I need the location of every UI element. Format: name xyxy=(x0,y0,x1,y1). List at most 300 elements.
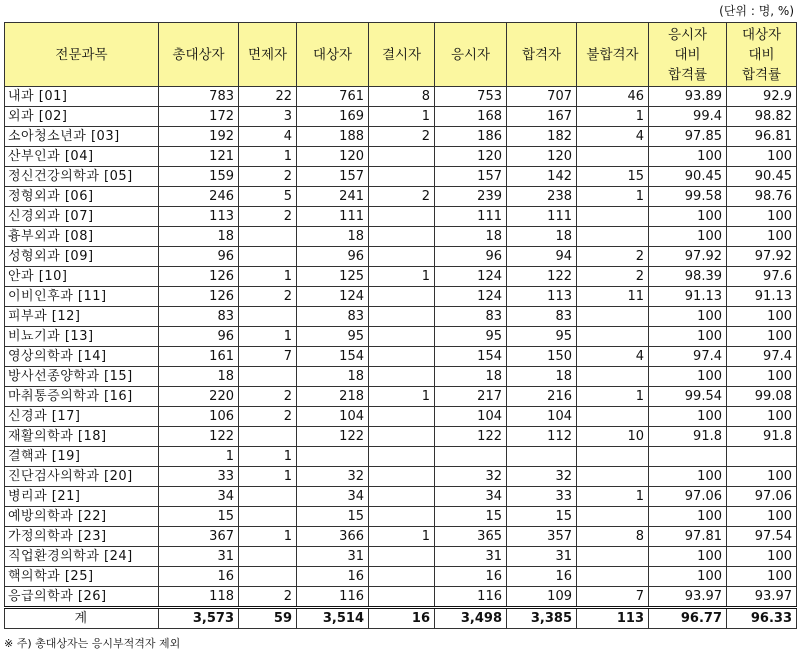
value-cell: 100 xyxy=(727,307,797,327)
value-cell: 182 xyxy=(507,127,577,147)
value-cell: 91.13 xyxy=(649,287,727,307)
value-cell: 188 xyxy=(297,127,369,147)
value-cell: 93.89 xyxy=(649,87,727,107)
value-cell: 126 xyxy=(159,267,239,287)
value-cell: 2 xyxy=(577,267,649,287)
value-cell: 97.4 xyxy=(649,347,727,367)
specialty-name-cell: 산부인과 [04] xyxy=(5,147,159,167)
table-row xyxy=(5,587,797,608)
column-header: 응시자 xyxy=(435,23,507,87)
total-label-cell: 계 xyxy=(5,608,159,629)
value-cell xyxy=(577,207,649,227)
table-row xyxy=(5,127,797,147)
value-cell xyxy=(369,567,435,587)
value-cell: 97.54 xyxy=(727,527,797,547)
column-header: 대상자 xyxy=(297,23,369,87)
column-header: 응시자 대비 합격률 xyxy=(649,23,727,87)
value-cell xyxy=(577,467,649,487)
value-cell: 154 xyxy=(297,347,369,367)
specialty-name-cell: 영상의학과 [14] xyxy=(5,347,159,367)
value-cell: 126 xyxy=(159,287,239,307)
table-row xyxy=(5,207,797,227)
value-cell: 7 xyxy=(577,587,649,608)
value-cell: 18 xyxy=(435,367,507,387)
value-cell: 95 xyxy=(297,327,369,347)
value-cell: 753 xyxy=(435,87,507,107)
value-cell: 357 xyxy=(507,527,577,547)
value-cell: 124 xyxy=(297,287,369,307)
value-cell xyxy=(239,307,297,327)
value-cell xyxy=(239,487,297,507)
specialty-name-cell: 흉부외과 [08] xyxy=(5,227,159,247)
value-cell: 100 xyxy=(727,147,797,167)
value-cell: 97.85 xyxy=(649,127,727,147)
value-cell: 18 xyxy=(507,227,577,247)
value-cell: 100 xyxy=(727,227,797,247)
value-cell: 99.58 xyxy=(649,187,727,207)
value-cell: 7 xyxy=(239,347,297,367)
value-cell: 120 xyxy=(297,147,369,167)
value-cell xyxy=(577,507,649,527)
value-cell: 100 xyxy=(649,367,727,387)
value-cell: 31 xyxy=(297,547,369,567)
value-cell: 97.4 xyxy=(727,347,797,367)
table-row xyxy=(5,387,797,407)
value-cell: 31 xyxy=(507,547,577,567)
column-header: 불합격자 xyxy=(577,23,649,87)
value-cell xyxy=(369,447,435,467)
column-header: 합격자 xyxy=(507,23,577,87)
value-cell: 1 xyxy=(369,527,435,547)
value-cell: 8 xyxy=(577,527,649,547)
value-cell: 1 xyxy=(369,107,435,127)
value-cell xyxy=(577,407,649,427)
column-header: 총대상자 xyxy=(159,23,239,87)
value-cell xyxy=(369,147,435,167)
value-cell: 90.45 xyxy=(727,167,797,187)
table-body xyxy=(5,87,797,629)
value-cell: 100 xyxy=(649,467,727,487)
specialty-name-cell: 정신건강의학과 [05] xyxy=(5,167,159,187)
value-cell: 192 xyxy=(159,127,239,147)
value-cell: 46 xyxy=(577,87,649,107)
specialty-name-cell: 결핵과 [19] xyxy=(5,447,159,467)
table-row xyxy=(5,307,797,327)
value-cell: 15 xyxy=(577,167,649,187)
value-cell xyxy=(369,467,435,487)
total-value-cell: 113 xyxy=(577,608,649,629)
value-cell xyxy=(369,167,435,187)
table-row xyxy=(5,487,797,507)
table-row xyxy=(5,447,797,467)
value-cell xyxy=(369,307,435,327)
total-value-cell: 16 xyxy=(369,608,435,629)
value-cell: 99.4 xyxy=(649,107,727,127)
table-row xyxy=(5,467,797,487)
value-cell: 1 xyxy=(577,187,649,207)
value-cell: 116 xyxy=(297,587,369,608)
specialty-name-cell: 응급의학과 [26] xyxy=(5,587,159,608)
value-cell: 96 xyxy=(435,247,507,267)
value-cell: 96 xyxy=(159,327,239,347)
value-cell: 100 xyxy=(727,567,797,587)
table-row xyxy=(5,247,797,267)
value-cell: 122 xyxy=(507,267,577,287)
value-cell: 31 xyxy=(159,547,239,567)
header-row xyxy=(5,23,797,87)
specialty-name-cell: 외과 [02] xyxy=(5,107,159,127)
value-cell: 120 xyxy=(435,147,507,167)
table-row xyxy=(5,347,797,367)
value-cell: 93.97 xyxy=(649,587,727,608)
value-cell: 18 xyxy=(159,227,239,247)
value-cell: 150 xyxy=(507,347,577,367)
value-cell: 125 xyxy=(297,267,369,287)
value-cell: 90.45 xyxy=(649,167,727,187)
value-cell: 2 xyxy=(239,587,297,608)
value-cell: 96 xyxy=(159,247,239,267)
total-value-cell: 96.33 xyxy=(727,608,797,629)
specialty-name-cell: 안과 [10] xyxy=(5,267,159,287)
value-cell xyxy=(649,447,727,467)
value-cell: 8 xyxy=(369,87,435,107)
value-cell: 159 xyxy=(159,167,239,187)
value-cell: 31 xyxy=(435,547,507,567)
column-header: 면제자 xyxy=(239,23,297,87)
column-header: 결시자 xyxy=(369,23,435,87)
value-cell: 1 xyxy=(239,527,297,547)
value-cell: 246 xyxy=(159,187,239,207)
column-header: 전문과목 xyxy=(5,23,159,87)
value-cell: 18 xyxy=(507,367,577,387)
value-cell xyxy=(577,227,649,247)
value-cell: 1 xyxy=(239,327,297,347)
value-cell: 124 xyxy=(435,267,507,287)
value-cell: 91.8 xyxy=(727,427,797,447)
value-cell xyxy=(239,367,297,387)
value-cell: 1 xyxy=(239,267,297,287)
value-cell: 97.92 xyxy=(727,247,797,267)
value-cell: 34 xyxy=(159,487,239,507)
value-cell: 100 xyxy=(649,147,727,167)
value-cell: 97.06 xyxy=(727,487,797,507)
value-cell: 111 xyxy=(297,207,369,227)
value-cell: 100 xyxy=(727,207,797,227)
value-cell: 241 xyxy=(297,187,369,207)
value-cell: 97.6 xyxy=(727,267,797,287)
specialty-name-cell: 이비인후과 [11] xyxy=(5,287,159,307)
value-cell: 167 xyxy=(507,107,577,127)
total-value-cell: 59 xyxy=(239,608,297,629)
value-cell: 97.81 xyxy=(649,527,727,547)
column-header: 대상자 대비 합격률 xyxy=(727,23,797,87)
value-cell: 1 xyxy=(239,467,297,487)
value-cell: 169 xyxy=(297,107,369,127)
value-cell: 16 xyxy=(507,567,577,587)
value-cell: 366 xyxy=(297,527,369,547)
value-cell xyxy=(369,227,435,247)
value-cell: 32 xyxy=(507,467,577,487)
specialty-name-cell: 마취통증의학과 [16] xyxy=(5,387,159,407)
value-cell: 1 xyxy=(369,387,435,407)
value-cell xyxy=(239,247,297,267)
value-cell: 18 xyxy=(297,367,369,387)
table-row xyxy=(5,427,797,447)
specialty-name-cell: 방사선종양학과 [15] xyxy=(5,367,159,387)
value-cell: 91.8 xyxy=(649,427,727,447)
value-cell: 2 xyxy=(239,207,297,227)
table-row xyxy=(5,227,797,247)
value-cell xyxy=(577,547,649,567)
table-row xyxy=(5,267,797,287)
value-cell: 100 xyxy=(649,547,727,567)
value-cell: 15 xyxy=(507,507,577,527)
value-cell: 172 xyxy=(159,107,239,127)
value-cell: 157 xyxy=(435,167,507,187)
specialty-name-cell: 성형외과 [09] xyxy=(5,247,159,267)
value-cell: 761 xyxy=(297,87,369,107)
value-cell: 4 xyxy=(239,127,297,147)
value-cell: 367 xyxy=(159,527,239,547)
value-cell: 18 xyxy=(435,227,507,247)
value-cell: 124 xyxy=(435,287,507,307)
value-cell: 218 xyxy=(297,387,369,407)
value-cell xyxy=(727,447,797,467)
value-cell xyxy=(369,327,435,347)
specialty-name-cell: 신경외과 [07] xyxy=(5,207,159,227)
value-cell: 92.9 xyxy=(727,87,797,107)
value-cell: 1 xyxy=(239,147,297,167)
value-cell: 104 xyxy=(507,407,577,427)
specialty-name-cell: 정형외과 [06] xyxy=(5,187,159,207)
value-cell: 106 xyxy=(159,407,239,427)
value-cell: 83 xyxy=(435,307,507,327)
value-cell: 100 xyxy=(727,327,797,347)
value-cell: 707 xyxy=(507,87,577,107)
specialty-name-cell: 피부과 [12] xyxy=(5,307,159,327)
value-cell: 154 xyxy=(435,347,507,367)
value-cell: 100 xyxy=(727,367,797,387)
value-cell: 239 xyxy=(435,187,507,207)
value-cell: 122 xyxy=(435,427,507,447)
table-row xyxy=(5,327,797,347)
specialty-name-cell: 예방의학과 [22] xyxy=(5,507,159,527)
total-value-cell: 3,385 xyxy=(507,608,577,629)
table-row xyxy=(5,507,797,527)
value-cell: 1 xyxy=(369,267,435,287)
value-cell xyxy=(369,407,435,427)
value-cell: 104 xyxy=(435,407,507,427)
value-cell xyxy=(369,427,435,447)
value-cell: 120 xyxy=(507,147,577,167)
value-cell: 98.39 xyxy=(649,267,727,287)
value-cell: 83 xyxy=(159,307,239,327)
total-value-cell: 3,514 xyxy=(297,608,369,629)
value-cell: 15 xyxy=(159,507,239,527)
value-cell: 34 xyxy=(297,487,369,507)
value-cell xyxy=(577,367,649,387)
value-cell: 111 xyxy=(507,207,577,227)
value-cell xyxy=(369,507,435,527)
value-cell: 113 xyxy=(159,207,239,227)
value-cell: 2 xyxy=(239,167,297,187)
value-cell: 96 xyxy=(297,247,369,267)
footnote: ※ 주) 총대상자는 응시부적격자 제외 xyxy=(4,637,181,650)
value-cell xyxy=(369,487,435,507)
total-value-cell: 3,573 xyxy=(159,608,239,629)
value-cell: 216 xyxy=(507,387,577,407)
specialty-name-cell: 핵의학과 [25] xyxy=(5,567,159,587)
specialty-name-cell: 직업환경의학과 [24] xyxy=(5,547,159,567)
value-cell xyxy=(369,547,435,567)
value-cell: 98.82 xyxy=(727,107,797,127)
value-cell: 16 xyxy=(435,567,507,587)
value-cell xyxy=(577,567,649,587)
value-cell xyxy=(239,547,297,567)
total-value-cell: 96.77 xyxy=(649,608,727,629)
value-cell xyxy=(507,447,577,467)
table-row xyxy=(5,567,797,587)
value-cell: 112 xyxy=(507,427,577,447)
value-cell: 15 xyxy=(297,507,369,527)
value-cell xyxy=(369,207,435,227)
value-cell xyxy=(239,507,297,527)
value-cell: 83 xyxy=(507,307,577,327)
value-cell: 100 xyxy=(727,407,797,427)
exam-results-table xyxy=(4,22,797,629)
value-cell: 4 xyxy=(577,127,649,147)
table-row xyxy=(5,107,797,127)
total-value-cell: 3,498 xyxy=(435,608,507,629)
value-cell: 365 xyxy=(435,527,507,547)
value-cell: 94 xyxy=(507,247,577,267)
value-cell: 4 xyxy=(577,347,649,367)
value-cell: 238 xyxy=(507,187,577,207)
value-cell: 1 xyxy=(577,487,649,507)
value-cell: 100 xyxy=(649,307,727,327)
value-cell: 142 xyxy=(507,167,577,187)
value-cell xyxy=(239,567,297,587)
table-row xyxy=(5,407,797,427)
value-cell: 95 xyxy=(507,327,577,347)
value-cell: 121 xyxy=(159,147,239,167)
value-cell xyxy=(577,307,649,327)
value-cell xyxy=(369,247,435,267)
value-cell: 100 xyxy=(649,507,727,527)
value-cell: 186 xyxy=(435,127,507,147)
value-cell: 2 xyxy=(239,407,297,427)
value-cell: 100 xyxy=(649,407,727,427)
table-row xyxy=(5,547,797,567)
value-cell: 217 xyxy=(435,387,507,407)
value-cell: 122 xyxy=(297,427,369,447)
value-cell: 99.54 xyxy=(649,387,727,407)
value-cell: 161 xyxy=(159,347,239,367)
value-cell: 5 xyxy=(239,187,297,207)
table-header xyxy=(5,23,797,87)
table-row xyxy=(5,187,797,207)
value-cell: 122 xyxy=(159,427,239,447)
value-cell: 2 xyxy=(369,187,435,207)
value-cell: 10 xyxy=(577,427,649,447)
value-cell: 1 xyxy=(239,447,297,467)
table-row xyxy=(5,167,797,187)
specialty-name-cell: 진단검사의학과 [20] xyxy=(5,467,159,487)
value-cell: 18 xyxy=(297,227,369,247)
value-cell xyxy=(577,147,649,167)
value-cell xyxy=(577,327,649,347)
value-cell: 109 xyxy=(507,587,577,608)
value-cell: 33 xyxy=(507,487,577,507)
unit-note: (단위 : 명, %) xyxy=(719,4,794,18)
value-cell: 1 xyxy=(577,107,649,127)
table-row xyxy=(5,287,797,307)
value-cell: 168 xyxy=(435,107,507,127)
specialty-name-cell: 내과 [01] xyxy=(5,87,159,107)
total-row xyxy=(5,608,797,629)
value-cell: 16 xyxy=(297,567,369,587)
value-cell xyxy=(369,347,435,367)
value-cell: 100 xyxy=(649,327,727,347)
value-cell xyxy=(297,447,369,467)
value-cell: 1 xyxy=(159,447,239,467)
value-cell: 113 xyxy=(507,287,577,307)
value-cell xyxy=(239,227,297,247)
value-cell: 99.08 xyxy=(727,387,797,407)
specialty-name-cell: 소아청소년과 [03] xyxy=(5,127,159,147)
value-cell xyxy=(369,367,435,387)
table-row xyxy=(5,147,797,167)
value-cell: 33 xyxy=(159,467,239,487)
specialty-name-cell: 재활의학과 [18] xyxy=(5,427,159,447)
value-cell: 100 xyxy=(649,227,727,247)
value-cell: 15 xyxy=(435,507,507,527)
value-cell: 18 xyxy=(159,367,239,387)
value-cell: 116 xyxy=(435,587,507,608)
value-cell xyxy=(577,447,649,467)
value-cell: 2 xyxy=(369,127,435,147)
value-cell: 2 xyxy=(239,387,297,407)
value-cell xyxy=(435,447,507,467)
value-cell: 32 xyxy=(435,467,507,487)
value-cell: 100 xyxy=(727,547,797,567)
value-cell xyxy=(369,587,435,608)
value-cell xyxy=(239,427,297,447)
table-row xyxy=(5,87,797,107)
table-row xyxy=(5,527,797,547)
value-cell: 220 xyxy=(159,387,239,407)
value-cell: 111 xyxy=(435,207,507,227)
value-cell: 98.76 xyxy=(727,187,797,207)
value-cell: 100 xyxy=(727,467,797,487)
specialty-name-cell: 병리과 [21] xyxy=(5,487,159,507)
value-cell: 100 xyxy=(727,507,797,527)
value-cell: 3 xyxy=(239,107,297,127)
value-cell: 96.81 xyxy=(727,127,797,147)
specialty-name-cell: 신경과 [17] xyxy=(5,407,159,427)
value-cell: 97.92 xyxy=(649,247,727,267)
table-row xyxy=(5,367,797,387)
value-cell: 93.97 xyxy=(727,587,797,608)
value-cell: 22 xyxy=(239,87,297,107)
specialty-name-cell: 비뇨기과 [13] xyxy=(5,327,159,347)
value-cell: 100 xyxy=(649,567,727,587)
value-cell: 91.13 xyxy=(727,287,797,307)
value-cell: 32 xyxy=(297,467,369,487)
specialty-name-cell: 가정의학과 [23] xyxy=(5,527,159,547)
value-cell: 97.06 xyxy=(649,487,727,507)
value-cell: 783 xyxy=(159,87,239,107)
